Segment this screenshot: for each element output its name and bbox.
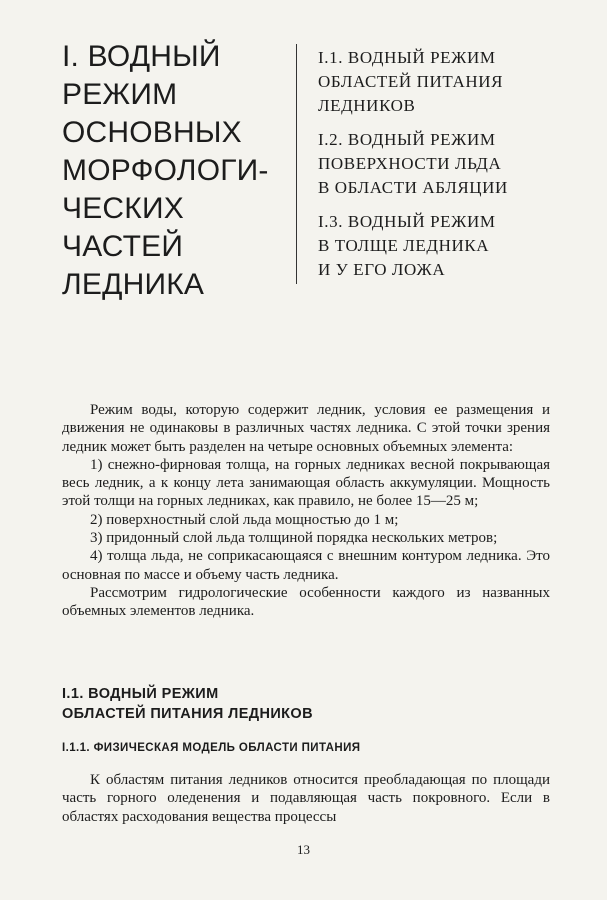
page-number: 13	[297, 842, 310, 857]
body-paragraph: Рассмотрим гидрологические особенности каждого из названных объемных элементов ледника.	[62, 584, 550, 620]
chapter-contents	[318, 46, 578, 292]
chapter-title-line: МОРФОЛОГИ-	[62, 154, 269, 187]
chapter-title-line: ЧАСТЕЙ	[62, 230, 184, 263]
contents-line: I.1. ВОДНЫЙ РЕЖИМ	[318, 48, 496, 67]
contents-item-2	[318, 128, 578, 200]
chapter-title	[62, 38, 300, 304]
body-paragraph: 1) снежно-фирновая толща, на горных ледниках весной покрывающая весь ледник, а к концу лета занимающая область аккумуляции. Мощность этой толщи на горных ледниках, как правило, не более 15—25 м;	[62, 456, 550, 510]
section-text	[62, 771, 550, 826]
contents-line: В ТОЛЩЕ ЛЕДНИКА	[318, 236, 490, 255]
chapter-title-line: ОСНОВНЫХ	[62, 116, 242, 149]
contents-line: I.2. ВОДНЫЙ РЕЖИМ	[318, 130, 496, 149]
section-heading-line: ОБЛАСТЕЙ ПИТАНИЯ ЛЕДНИКОВ	[62, 706, 313, 722]
contents-line: И У ЕГО ЛОЖА	[318, 260, 446, 279]
contents-line: ОБЛАСТЕЙ ПИТАНИЯ	[318, 72, 504, 91]
vertical-divider	[296, 44, 297, 284]
section-paragraph: К областям питания ледников относится преобладающая по площади часть горного оледенения и подавляющая часть покровного. Если в областях расходования вещества процессы	[62, 772, 550, 825]
body-text	[62, 401, 550, 621]
contents-item-1	[318, 46, 578, 118]
body-paragraph: 3) придонный слой льда толщиной порядка нескольких метров;	[90, 530, 498, 547]
body-paragraph: Режим воды, которую содержит ледник, условия ее размещения и движения не одинаковы в различных частях ледника. С этой точки зрения ледник может быть разделен на четыре основных объемных элемента:	[62, 402, 550, 455]
contents-line: I.3. ВОДНЫЙ РЕЖИМ	[318, 212, 496, 231]
body-paragraph: 4) толща льда, не соприкасающаяся с внешним контуром ледника. Это основная по массе и объему часть ледника.	[62, 548, 550, 583]
chapter-title-line: РЕЖИМ	[62, 78, 178, 111]
contents-line: ЛЕДНИКОВ	[318, 96, 416, 115]
chapter-title-line: I. ВОДНЫЙ	[62, 40, 221, 73]
chapter-title-line: ЛЕДНИКА	[62, 268, 205, 301]
body-paragraph: 2) поверхностный слой льда мощностью до 1 м;	[90, 511, 399, 528]
section-heading	[62, 684, 313, 724]
contents-item-3	[318, 210, 578, 282]
section-heading-line: I.1. ВОДНЫЙ РЕЖИМ	[62, 686, 219, 702]
contents-line: ПОВЕРХНОСТИ ЛЬДА	[318, 154, 502, 173]
subsection-heading: I.1.1. ФИЗИЧЕСКАЯ МОДЕЛЬ ОБЛАСТИ ПИТАНИЯ	[62, 742, 361, 754]
contents-line: В ОБЛАСТИ АБЛЯЦИИ	[318, 178, 508, 197]
chapter-title-line: ЧЕСКИХ	[62, 192, 184, 225]
